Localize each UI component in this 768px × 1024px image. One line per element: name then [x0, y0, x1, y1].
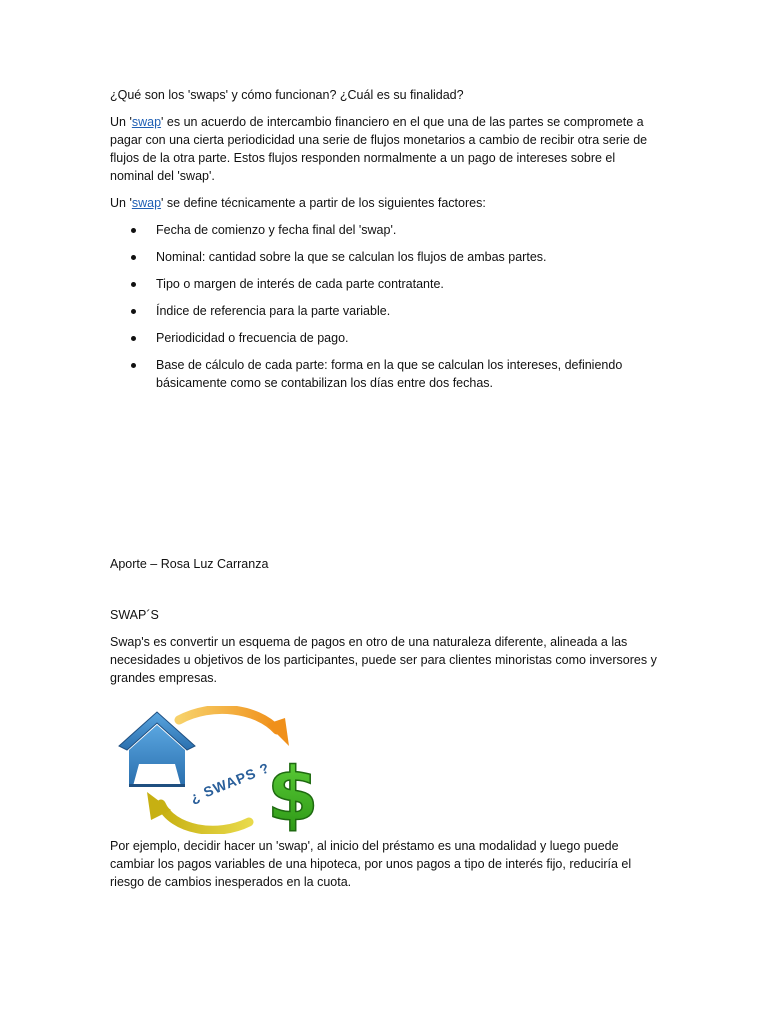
list-item-text: Índice de referencia para la parte variable. [156, 304, 391, 318]
house-icon [119, 712, 195, 787]
list-item-text: Fecha de comienzo y fecha final del 'swap'. [156, 223, 397, 237]
swaps-label: ¿ SWAPS ? [187, 759, 273, 806]
list-item [110, 356, 658, 392]
list-item [110, 221, 658, 239]
author-credit: Aporte – Rosa Luz Carranza [110, 557, 269, 571]
question-heading: ¿Qué son los 'swaps' y cómo funcionan? ¿Cuál es su finalidad? [110, 88, 464, 102]
list-item-text: Tipo o margen de interés de cada parte contratante. [156, 277, 444, 291]
list-item [110, 275, 658, 293]
paragraph-swaps-description: Swap's es convertir un esquema de pagos en otro de una naturaleza diferente, alineada a las necesidades u objetivos de los participantes, puede ser para clientes minoristas como inversores y grandes empresas. [110, 635, 657, 685]
paragraph-example: Por ejemplo, decidir hacer un 'swap', al inicio del préstamo es una modalidad y luego puede cambiar los pagos variables de una hipoteca, por unos pagos a tipo de interés fijo, reduciría el riesgo de cambios inesperados en la cuota. [110, 839, 632, 889]
arrow-top-icon [179, 709, 289, 746]
list-item [110, 248, 658, 266]
swaps-illustration [117, 706, 317, 834]
bullet-icon [131, 255, 136, 260]
bullet-icon [131, 228, 136, 233]
text-prefix: Un ' [110, 196, 132, 210]
factors-list [110, 221, 658, 392]
paragraph-definition [110, 113, 658, 185]
bullet-icon [131, 363, 136, 368]
swap-link[interactable]: swap [131, 115, 162, 129]
section-heading: SWAP´S [110, 608, 159, 622]
text-prefix: Un ' [110, 115, 132, 129]
list-item [110, 302, 658, 320]
bullet-icon [131, 309, 136, 314]
swap-link[interactable]: swap [131, 196, 162, 210]
list-item-text: Nominal: cantidad sobre la que se calculan los flujos de ambas partes. [156, 250, 547, 264]
text-rest: ' es un acuerdo de intercambio financiero en el que una de las partes se compromete a pagar con una cierta periodicidad una serie de flujos monetarios a cambio de recibir otra serie de flujos de la otra parte. Estos flujos responden normalmente a un pago de intereses sobre el nominal del 'swap'. [110, 115, 648, 183]
text-rest: ' se define técnicamente a partir de los siguientes factores: [161, 196, 486, 210]
list-item-text: Base de cálculo de cada parte: forma en la que se calculan los intereses, definiendo básicamente como se contabilizan los días entre dos fechas. [156, 358, 623, 390]
bullet-icon [131, 336, 136, 341]
list-item-text: Periodicidad o frecuencia de pago. [156, 331, 349, 345]
swaps-graphic-svg [117, 706, 317, 834]
list-item [110, 329, 658, 347]
dollar-icon: $ [267, 752, 317, 834]
bullet-icon [131, 282, 136, 287]
paragraph-factors-intro [110, 194, 658, 212]
